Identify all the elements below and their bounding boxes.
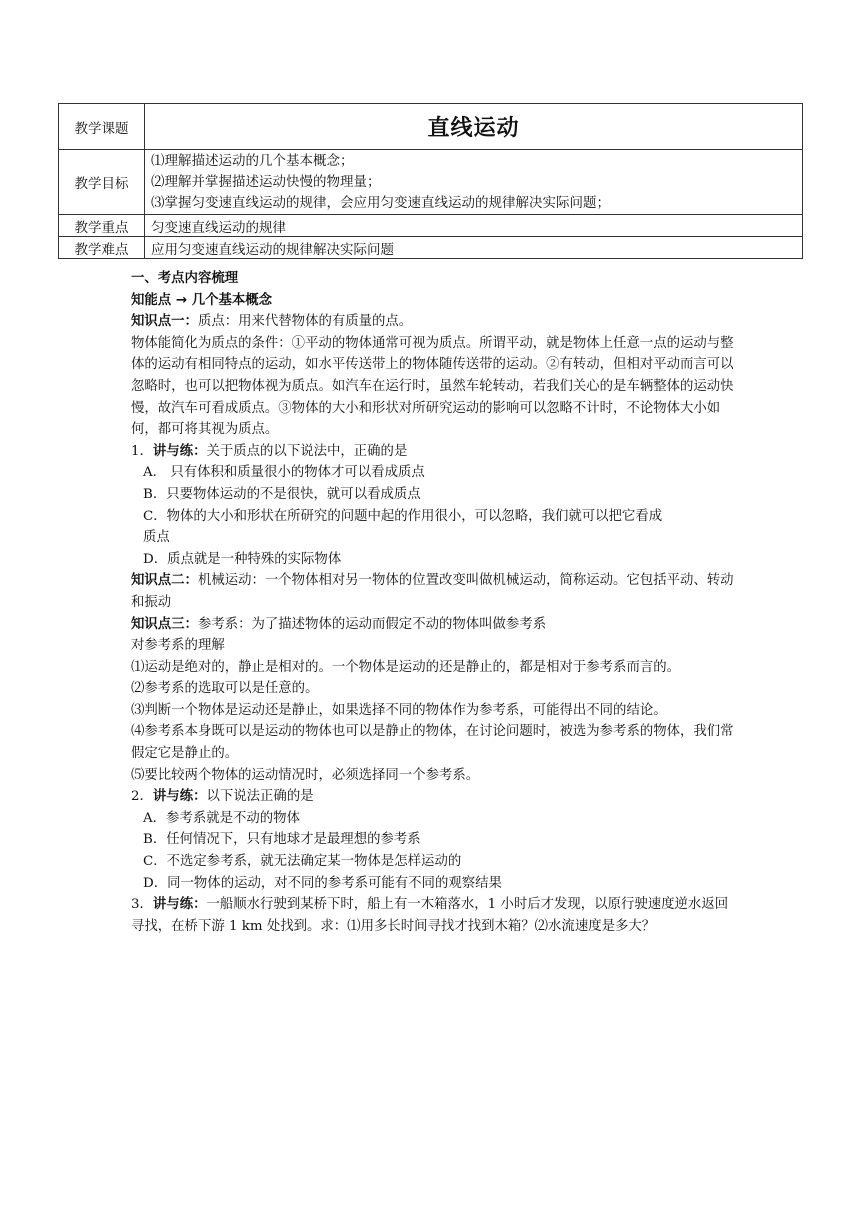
question-text: 关于质点的以下说法中，正确的是	[206, 443, 408, 459]
question-label: 讲与练：	[152, 897, 207, 913]
option-b: B．任何情况下，只有地球才是最理想的参考系	[143, 832, 421, 848]
goals-label: 教学目标	[59, 150, 145, 215]
goals-cell	[145, 150, 803, 215]
content-body	[131, 268, 736, 937]
page-title: 直线运动	[427, 116, 520, 141]
focus-value: 匀变速直线运动的规律	[145, 215, 803, 237]
question-2	[131, 786, 736, 808]
paragraph: 物体能简化为质点的条件：①平动的物体通常可视为质点。所谓平动，就是物体上任意一点的运动与整体的运动有相同特点的运动，如水平传送带上的物体随传送带的运动。②有转动，但相对平动而言可以忽略时，也可以把物体视为质点。如汽车在运行时，虽然车轮转动，若我们关心的是车辆整体的运动快慢，故汽车可看成质点。③物体的大小和形状对所研究运动的影响可以忽略不计时，不论物体大小如何，都可将其视为质点。	[131, 335, 734, 438]
option-b: B．只要物体运动的不是很快，就可以看成质点	[143, 486, 421, 502]
question-number: 1．	[131, 443, 153, 459]
reference-item: ⑸要比较两个物体的运动情况时，必须选择同一个参考系。	[131, 767, 480, 783]
option-a: A．参考系就是不动的物体	[143, 810, 300, 826]
option-c-continued: 质点	[143, 530, 170, 546]
subsection-heading: 知能点 → 几个基本概念	[131, 292, 273, 308]
question-1	[131, 441, 736, 463]
topic-label: 教学课题	[59, 104, 145, 150]
difficulty-value: 应用匀变速直线运动的规律解决实际问题	[145, 237, 803, 259]
question-text: 以下说法正确的是	[206, 789, 314, 805]
option-c: C．不选定参考系，就无法确定某一物体是怎样运动的	[143, 854, 462, 870]
lesson-header-table	[58, 103, 803, 259]
question-label: 讲与练：	[152, 789, 207, 805]
reference-item: ⑴运动是绝对的，静止是相对的。一个物体是运动的还是静止的，都是相对于参考系而言的。	[131, 659, 681, 675]
knowledge-point-3	[131, 614, 736, 636]
question-number: 2．	[131, 789, 153, 805]
knowledge-text: 质点：用来代替物体的有质量的点。	[197, 314, 413, 330]
option-a: A． 只有体积和质量很小的物体才可以看成质点	[143, 465, 425, 481]
reference-frame-title: 对参考系的理解	[131, 638, 225, 654]
question-label: 讲与练：	[152, 443, 207, 459]
knowledge-point-1	[131, 311, 736, 333]
reference-item: ⑵参考系的选取可以是任意的。	[131, 681, 319, 697]
reference-item: ⑷参考系本身既可以是运动的物体也可以是静止的物体，在讨论问题时，被选为参考系的物体，我们常假定它是静止的。	[131, 724, 734, 762]
knowledge-label: 知识点三：	[131, 616, 198, 632]
knowledge-label: 知识点二：	[131, 573, 198, 589]
goal-item: ⑵理解并掌握描述运动快慢的物理量；	[151, 173, 381, 190]
knowledge-label: 知识点一：	[131, 314, 198, 330]
option-d: D．同一物体的运动，对不同的参考系可能有不同的观察结果	[143, 875, 502, 891]
knowledge-text: 参考系：为了描述物体的运动而假定不动的物体叫做参考系	[197, 616, 547, 632]
option-d: D．质点就是一种特殊的实际物体	[143, 551, 342, 567]
knowledge-point-2	[131, 570, 736, 613]
title-cell	[145, 104, 803, 150]
goal-item: ⑴理解描述运动的几个基本概念；	[151, 152, 354, 169]
question-text: 一船顺水行驶到某桥下时，船上有一木箱落水，1 小时后才发现，以原行驶速度逆水返回寻找，在桥下游 1 km 处找到。求：⑴用多长时间寻找才找到木箱？⑵水流速度是多大？	[131, 897, 729, 934]
reference-item: ⑶判断一个物体是运动还是静止，如果选择不同的物体作为参考系，可能得出不同的结论。	[131, 702, 667, 718]
knowledge-text: 机械运动：一个物体相对另一物体的位置改变叫做机械运动，简称运动。它包括平动、转动和振动	[131, 573, 734, 610]
focus-label: 教学重点	[59, 215, 145, 237]
question-3	[131, 894, 736, 937]
question-number: 3．	[131, 897, 153, 913]
difficulty-label: 教学难点	[59, 237, 145, 259]
section-heading: 一、考点内容梳理	[131, 271, 239, 286]
option-c: C．物体的大小和形状在所研究的问题中起的作用很小，可以忽略，我们就可以把它看成	[143, 508, 663, 524]
goal-item: ⑶掌握匀变速直线运动的规律，会应用匀变速直线运动的规律解决实际问题；	[151, 194, 610, 211]
